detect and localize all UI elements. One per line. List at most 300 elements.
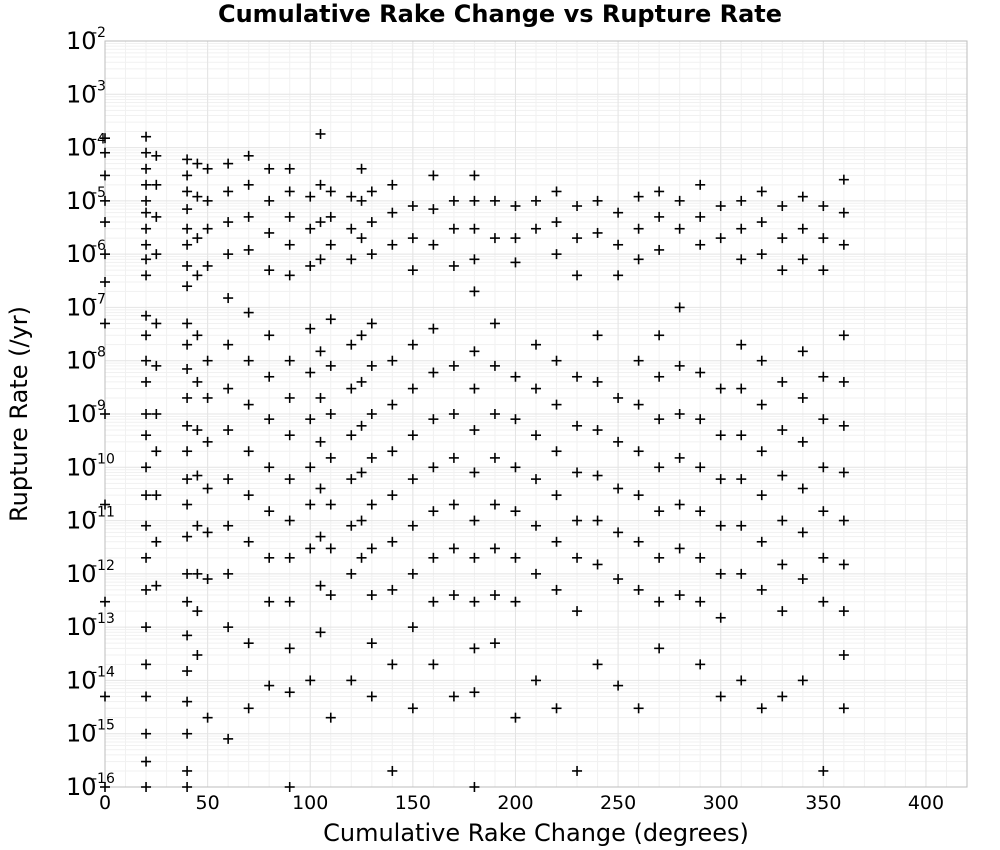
y-tick-base: 10 xyxy=(66,133,97,162)
data-point xyxy=(695,462,705,472)
data-point xyxy=(510,506,520,516)
y-tick-exponent: -13 xyxy=(92,611,115,628)
y-tick-label xyxy=(66,611,115,641)
data-point xyxy=(469,224,479,234)
data-point xyxy=(326,186,336,196)
data-point xyxy=(593,196,603,206)
data-point xyxy=(305,500,315,510)
data-point xyxy=(141,462,151,472)
data-point xyxy=(449,409,459,419)
data-point xyxy=(469,553,479,563)
data-point xyxy=(182,224,192,234)
data-point xyxy=(634,537,644,547)
data-point xyxy=(572,766,582,776)
data-point xyxy=(675,409,685,419)
data-point xyxy=(192,192,202,202)
data-point xyxy=(777,559,787,569)
data-point xyxy=(316,532,326,542)
data-point xyxy=(654,553,664,563)
data-point xyxy=(182,500,192,510)
data-point xyxy=(654,506,664,516)
data-point xyxy=(469,346,479,356)
data-point xyxy=(428,170,438,180)
data-point xyxy=(490,233,500,243)
data-point xyxy=(264,372,274,382)
data-point xyxy=(572,516,582,526)
data-point xyxy=(346,569,356,579)
data-point xyxy=(675,590,685,600)
data-point xyxy=(469,384,479,394)
data-point xyxy=(777,265,787,275)
data-point xyxy=(387,585,397,595)
data-point xyxy=(387,537,397,547)
data-point xyxy=(141,782,151,792)
x-tick-label: 200 xyxy=(497,792,534,814)
data-point xyxy=(141,490,151,500)
data-point xyxy=(572,606,582,616)
data-point xyxy=(100,217,110,227)
data-point xyxy=(428,659,438,669)
data-point xyxy=(244,356,254,366)
y-tick-base: 10 xyxy=(66,186,97,215)
data-point xyxy=(141,240,151,250)
data-point xyxy=(736,569,746,579)
data-point xyxy=(757,490,767,500)
data-point xyxy=(552,537,562,547)
data-point xyxy=(716,233,726,243)
data-point xyxy=(100,277,110,287)
data-point xyxy=(326,500,336,510)
data-point xyxy=(100,170,110,180)
data-point xyxy=(192,650,202,660)
data-point xyxy=(675,302,685,312)
data-point xyxy=(357,377,367,387)
data-point xyxy=(469,196,479,206)
data-point xyxy=(531,384,541,394)
data-point xyxy=(285,430,295,440)
data-point xyxy=(572,553,582,563)
data-point xyxy=(223,622,233,632)
data-point xyxy=(654,462,664,472)
data-point xyxy=(613,240,623,250)
y-tick-base: 10 xyxy=(66,719,97,748)
data-point xyxy=(757,537,767,547)
data-point xyxy=(244,212,254,222)
data-point xyxy=(695,506,705,516)
data-point xyxy=(305,462,315,472)
data-point xyxy=(357,330,367,340)
data-point xyxy=(316,437,326,447)
data-point xyxy=(203,437,213,447)
data-point xyxy=(346,384,356,394)
data-point xyxy=(182,240,192,250)
y-tick-exponent: -8 xyxy=(92,344,106,361)
data-point xyxy=(449,224,459,234)
data-point xyxy=(244,245,254,255)
data-point xyxy=(357,553,367,563)
data-point xyxy=(367,500,377,510)
data-point xyxy=(675,453,685,463)
data-point xyxy=(469,170,479,180)
data-point xyxy=(818,597,828,607)
data-point xyxy=(244,703,254,713)
y-tick-base: 10 xyxy=(66,773,97,801)
data-point xyxy=(192,159,202,169)
data-point xyxy=(798,192,808,202)
data-point xyxy=(469,597,479,607)
data-point xyxy=(510,233,520,243)
data-point xyxy=(593,377,603,387)
data-point xyxy=(408,384,418,394)
data-point xyxy=(203,393,213,403)
y-tick-exponent: -6 xyxy=(92,238,106,255)
data-point xyxy=(777,691,787,701)
data-point xyxy=(192,330,202,340)
data-point xyxy=(408,430,418,440)
data-point xyxy=(182,569,192,579)
data-point xyxy=(100,597,110,607)
data-point xyxy=(716,613,726,623)
data-point xyxy=(818,462,828,472)
data-point xyxy=(757,186,767,196)
data-point xyxy=(244,638,254,648)
data-point xyxy=(654,372,664,382)
data-point xyxy=(192,569,202,579)
data-point xyxy=(264,265,274,275)
data-point xyxy=(736,224,746,234)
data-point xyxy=(531,340,541,350)
data-point xyxy=(285,782,295,792)
data-point xyxy=(285,240,295,250)
data-point xyxy=(757,703,767,713)
data-point xyxy=(839,175,849,185)
data-point xyxy=(634,703,644,713)
data-point xyxy=(151,490,161,500)
data-point xyxy=(449,590,459,600)
data-point xyxy=(613,483,623,493)
data-point xyxy=(244,537,254,547)
data-point xyxy=(490,500,500,510)
y-tick-label xyxy=(66,398,106,428)
data-point xyxy=(839,559,849,569)
data-point xyxy=(264,506,274,516)
data-point xyxy=(326,590,336,600)
data-point xyxy=(182,666,192,676)
data-point xyxy=(285,643,295,653)
data-point xyxy=(264,553,274,563)
data-point xyxy=(695,240,705,250)
data-point xyxy=(326,453,336,463)
data-point xyxy=(305,675,315,685)
chart-title: Cumulative Rake Change vs Rupture Rate xyxy=(217,0,783,28)
y-tick-label xyxy=(66,238,106,268)
data-point xyxy=(593,559,603,569)
data-point xyxy=(716,430,726,440)
data-point xyxy=(449,453,459,463)
data-point xyxy=(818,233,828,243)
data-point xyxy=(408,622,418,632)
data-point xyxy=(357,196,367,206)
data-point xyxy=(192,233,202,243)
data-point xyxy=(141,409,151,419)
y-tick-label xyxy=(66,345,106,375)
data-point xyxy=(777,233,787,243)
data-point xyxy=(244,446,254,456)
data-point xyxy=(777,516,787,526)
data-point xyxy=(510,553,520,563)
data-point xyxy=(675,543,685,553)
data-point xyxy=(757,585,767,595)
data-point xyxy=(203,224,213,234)
y-tick-exponent: -7 xyxy=(92,291,106,308)
data-point xyxy=(634,400,644,410)
data-point xyxy=(151,537,161,547)
data-point xyxy=(469,782,479,792)
data-point xyxy=(798,346,808,356)
data-point xyxy=(387,490,397,500)
data-point xyxy=(634,192,644,202)
data-point xyxy=(593,516,603,526)
data-point xyxy=(798,437,808,447)
y-tick-label xyxy=(66,25,106,55)
data-point xyxy=(408,233,418,243)
data-point xyxy=(839,377,849,387)
x-axis-ticks xyxy=(99,792,944,814)
data-point xyxy=(818,553,828,563)
data-point xyxy=(757,446,767,456)
data-point xyxy=(367,638,377,648)
y-tick-exponent: -4 xyxy=(92,131,106,148)
data-point xyxy=(654,245,664,255)
data-point xyxy=(818,766,828,776)
data-point xyxy=(264,330,274,340)
y-tick-label xyxy=(66,132,106,162)
data-point xyxy=(316,180,326,190)
data-point xyxy=(510,713,520,723)
data-point xyxy=(367,409,377,419)
data-point xyxy=(326,240,336,250)
data-point xyxy=(798,224,808,234)
data-point xyxy=(367,217,377,227)
data-point xyxy=(572,270,582,280)
data-point xyxy=(182,766,192,776)
data-point xyxy=(182,281,192,291)
data-point xyxy=(757,217,767,227)
data-point xyxy=(839,240,849,250)
data-point xyxy=(316,217,326,227)
y-tick-exponent: -3 xyxy=(92,78,106,95)
data-point xyxy=(613,270,623,280)
data-point xyxy=(510,372,520,382)
y-tick-exponent: -11 xyxy=(92,504,115,521)
data-point xyxy=(469,516,479,526)
data-point xyxy=(203,164,213,174)
data-point xyxy=(387,240,397,250)
data-point xyxy=(223,293,233,303)
data-point xyxy=(593,425,603,435)
data-point xyxy=(593,228,603,238)
data-point xyxy=(531,569,541,579)
data-point xyxy=(141,430,151,440)
data-point xyxy=(634,490,644,500)
data-point xyxy=(387,356,397,366)
data-point xyxy=(490,318,500,328)
data-point xyxy=(634,585,644,595)
data-point xyxy=(736,384,746,394)
data-point xyxy=(818,506,828,516)
data-point xyxy=(818,265,828,275)
data-point xyxy=(387,400,397,410)
data-point xyxy=(839,330,849,340)
grid xyxy=(105,41,967,787)
data-point xyxy=(223,569,233,579)
data-point xyxy=(839,703,849,713)
data-point xyxy=(716,384,726,394)
y-axis-ticks xyxy=(66,25,115,801)
data-point xyxy=(346,430,356,440)
data-point xyxy=(510,597,520,607)
data-point xyxy=(490,543,500,553)
data-point xyxy=(757,249,767,259)
data-point xyxy=(428,506,438,516)
data-point xyxy=(203,196,213,206)
data-point xyxy=(654,643,664,653)
data-point xyxy=(141,180,151,190)
data-point xyxy=(634,224,644,234)
data-point xyxy=(490,638,500,648)
data-point xyxy=(285,164,295,174)
data-point xyxy=(326,212,336,222)
data-point xyxy=(316,483,326,493)
data-point xyxy=(141,164,151,174)
data-point xyxy=(141,622,151,632)
y-tick-base: 10 xyxy=(66,27,97,55)
y-tick-label xyxy=(66,185,106,215)
data-point xyxy=(316,129,326,139)
data-point xyxy=(141,132,151,142)
data-point xyxy=(387,659,397,669)
y-tick-base: 10 xyxy=(66,453,97,482)
data-point xyxy=(223,384,233,394)
data-point xyxy=(593,659,603,669)
data-point xyxy=(531,224,541,234)
data-point xyxy=(203,483,213,493)
data-point xyxy=(285,516,295,526)
data-point xyxy=(798,483,808,493)
data-point xyxy=(264,164,274,174)
data-point xyxy=(182,446,192,456)
data-point xyxy=(695,212,705,222)
data-point xyxy=(777,377,787,387)
data-point xyxy=(572,372,582,382)
data-point xyxy=(552,356,562,366)
data-point xyxy=(357,516,367,526)
data-point xyxy=(367,318,377,328)
data-point xyxy=(141,585,151,595)
data-point xyxy=(285,356,295,366)
data-point xyxy=(695,597,705,607)
y-tick-label xyxy=(66,558,115,588)
data-point xyxy=(613,437,623,447)
data-point xyxy=(151,249,161,259)
data-point xyxy=(449,500,459,510)
y-tick-exponent: -10 xyxy=(92,451,115,468)
data-point xyxy=(326,543,336,553)
data-point xyxy=(316,346,326,356)
data-point xyxy=(367,186,377,196)
data-point xyxy=(285,553,295,563)
y-tick-exponent: -2 xyxy=(92,25,106,41)
data-point xyxy=(223,217,233,227)
data-point xyxy=(346,340,356,350)
data-point xyxy=(675,224,685,234)
data-point xyxy=(654,186,664,196)
y-tick-base: 10 xyxy=(66,400,97,428)
data-point xyxy=(182,597,192,607)
data-point xyxy=(367,691,377,701)
data-point xyxy=(141,729,151,739)
y-axis-label: Rupture Rate (/yr) xyxy=(5,306,33,522)
data-point xyxy=(469,643,479,653)
data-point xyxy=(387,180,397,190)
data-point xyxy=(818,372,828,382)
x-tick-label: 100 xyxy=(292,792,329,814)
y-tick-base: 10 xyxy=(66,346,97,375)
data-point xyxy=(552,249,562,259)
data-point xyxy=(182,170,192,180)
data-point xyxy=(490,590,500,600)
data-point xyxy=(367,543,377,553)
data-point xyxy=(777,425,787,435)
data-point xyxy=(264,462,274,472)
x-tick-label: 50 xyxy=(195,792,220,814)
data-point xyxy=(736,340,746,350)
data-point xyxy=(264,196,274,206)
data-point xyxy=(244,180,254,190)
data-point xyxy=(203,713,213,723)
y-tick-base: 10 xyxy=(66,80,97,109)
data-point xyxy=(736,430,746,440)
data-point xyxy=(695,180,705,190)
data-point xyxy=(408,703,418,713)
data-point xyxy=(182,782,192,792)
data-point xyxy=(757,356,767,366)
data-point xyxy=(798,393,808,403)
data-point xyxy=(716,569,726,579)
data-point xyxy=(695,659,705,669)
data-point xyxy=(408,569,418,579)
data-point xyxy=(346,675,356,685)
data-point xyxy=(141,377,151,387)
data-point xyxy=(244,400,254,410)
data-point xyxy=(449,196,459,206)
data-point xyxy=(346,192,356,202)
data-point xyxy=(552,703,562,713)
data-point xyxy=(182,697,192,707)
y-tick-label xyxy=(66,718,115,748)
data-point xyxy=(141,659,151,669)
y-tick-base: 10 xyxy=(66,240,97,269)
data-point xyxy=(316,393,326,403)
data-point xyxy=(141,553,151,563)
x-tick-label: 350 xyxy=(805,792,842,814)
x-tick-label: 150 xyxy=(394,792,431,814)
data-point xyxy=(428,597,438,607)
data-point xyxy=(285,393,295,403)
data-point xyxy=(285,270,295,280)
data-point xyxy=(675,196,685,206)
y-tick-label xyxy=(66,505,115,535)
